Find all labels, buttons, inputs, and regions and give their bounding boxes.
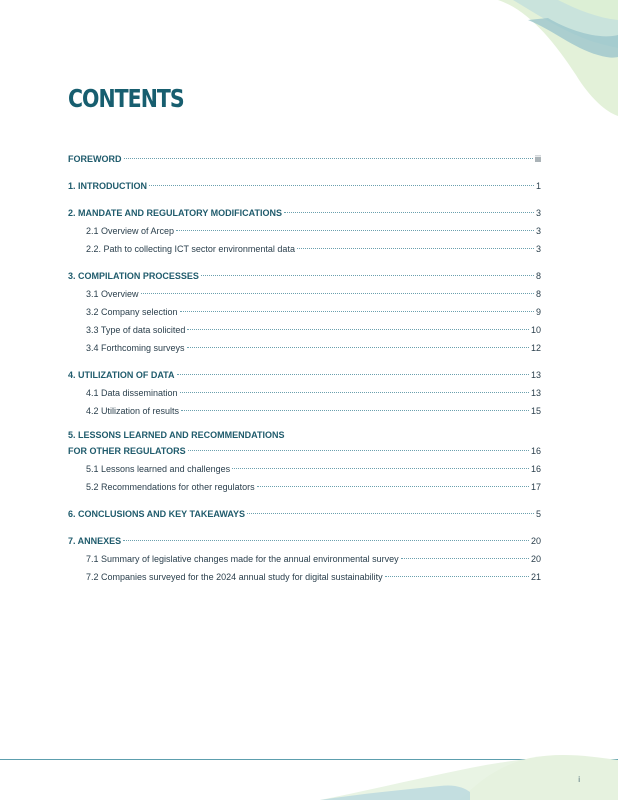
toc-entry-label: 2. MANDATE AND REGULATORY MODIFICATIONS	[68, 208, 283, 218]
dot-leader	[180, 311, 534, 312]
toc-entry-page: 21	[530, 572, 541, 582]
toc-entry-label: FOREWORD	[68, 154, 122, 164]
toc-subentry[interactable]	[68, 303, 541, 321]
toc-entry-page: 1	[535, 181, 541, 191]
toc-entry-page: iii	[535, 154, 541, 164]
toc-entry-label: 7.2 Companies surveyed for the 2024 annual study for digital sustainability	[86, 572, 383, 582]
toc-subentry[interactable]	[68, 339, 541, 357]
toc-subentry[interactable]	[68, 550, 541, 568]
dot-leader	[247, 513, 534, 514]
toc-subentry[interactable]	[68, 460, 541, 478]
dot-leader	[141, 293, 534, 294]
toc-entry-label: 3.2 Company selection	[86, 307, 178, 317]
toc-entry-page: 13	[530, 370, 541, 380]
toc-entry-label: 5.1 Lessons learned and challenges	[86, 464, 231, 474]
toc-entry[interactable]	[68, 366, 541, 384]
toc-entry-page: 8	[535, 271, 541, 281]
toc-entry-label: 6. CONCLUSIONS AND KEY TAKEAWAYS	[68, 509, 246, 519]
toc-entry-page: 20	[530, 536, 541, 546]
toc-entry[interactable]	[68, 442, 541, 460]
dot-leader	[401, 558, 529, 559]
table-of-contents	[68, 150, 541, 586]
toc-entry-page: 8	[535, 289, 541, 299]
decorative-wave-bottom	[0, 750, 618, 800]
toc-subentry[interactable]	[68, 321, 541, 339]
toc-entry-label: 3.4 Forthcoming surveys	[86, 343, 185, 353]
dot-leader	[177, 374, 529, 375]
toc-entry-page: 12	[530, 343, 541, 353]
toc-entry-label: 4.2 Utilization of results	[86, 406, 180, 416]
toc-entry-page: 16	[530, 464, 541, 474]
dot-leader	[297, 248, 534, 249]
decorative-wave-top	[458, 0, 618, 130]
dot-leader	[284, 212, 534, 213]
toc-entry-page: 9	[535, 307, 541, 317]
toc-entry-label: 3.3 Type of data solicited	[86, 325, 186, 335]
toc-entry-label: 1. INTRODUCTION	[68, 181, 148, 191]
toc-entry-page: 3	[535, 244, 541, 254]
toc-entry-page: 3	[535, 226, 541, 236]
toc-entry-page: 13	[530, 388, 541, 398]
toc-entry-page: 10	[530, 325, 541, 335]
toc-entry-page: 16	[530, 446, 541, 456]
toc-subentry[interactable]	[68, 240, 541, 258]
toc-entry-label: 3. COMPILATION PROCESSES	[68, 271, 199, 281]
toc-entry[interactable]	[68, 150, 541, 168]
dot-leader	[181, 410, 529, 411]
toc-entry-label: 4.1 Data dissemination	[86, 388, 178, 398]
toc-entry-label: 3.1 Overview	[86, 289, 139, 299]
dot-leader	[188, 450, 529, 451]
dot-leader	[257, 486, 529, 487]
toc-subentry[interactable]	[68, 478, 541, 496]
dot-leader	[180, 392, 529, 393]
toc-entry-label: FOR OTHER REGULATORS	[68, 446, 186, 456]
toc-entry-label: 5. LESSONS LEARNED AND RECOMMENDATIONS	[68, 430, 285, 440]
toc-entry[interactable]	[68, 267, 541, 285]
toc-entry[interactable]	[68, 532, 541, 550]
dot-leader	[385, 576, 529, 577]
dot-leader	[187, 329, 529, 330]
toc-entry-label: 4. UTILIZATION OF DATA	[68, 370, 175, 380]
toc-entry-heading[interactable]	[68, 429, 541, 442]
dot-leader	[232, 468, 529, 469]
toc-subentry[interactable]	[68, 402, 541, 420]
toc-subentry[interactable]	[68, 384, 541, 402]
toc-entry[interactable]	[68, 177, 541, 195]
toc-entry-label: 7.1 Summary of legislative changes made for the annual environmental survey	[86, 554, 399, 564]
toc-subentry[interactable]	[68, 222, 541, 240]
toc-entry-label: 2.2. Path to collecting ICT sector environmental data	[86, 244, 295, 254]
dot-leader	[124, 158, 534, 159]
toc-entry-page: 5	[535, 509, 541, 519]
toc-entry[interactable]	[68, 204, 541, 222]
toc-entry-page: 15	[530, 406, 541, 416]
toc-entry-page: 20	[530, 554, 541, 564]
toc-entry-label: 5.2 Recommendations for other regulators	[86, 482, 255, 492]
toc-entry[interactable]	[68, 505, 541, 523]
toc-entry-page: 17	[530, 482, 541, 492]
toc-subentry[interactable]	[68, 285, 541, 303]
dot-leader	[187, 347, 529, 348]
toc-entry-page: 3	[535, 208, 541, 218]
dot-leader	[176, 230, 534, 231]
dot-leader	[201, 275, 534, 276]
toc-entry-label: 7. ANNEXES	[68, 536, 122, 546]
toc-subentry[interactable]	[68, 568, 541, 586]
dot-leader	[123, 540, 529, 541]
page-number: i	[578, 775, 580, 784]
page-title: CONTENTS	[68, 84, 184, 113]
toc-entry-label: 2.1 Overview of Arcep	[86, 226, 175, 236]
dot-leader	[149, 185, 534, 186]
